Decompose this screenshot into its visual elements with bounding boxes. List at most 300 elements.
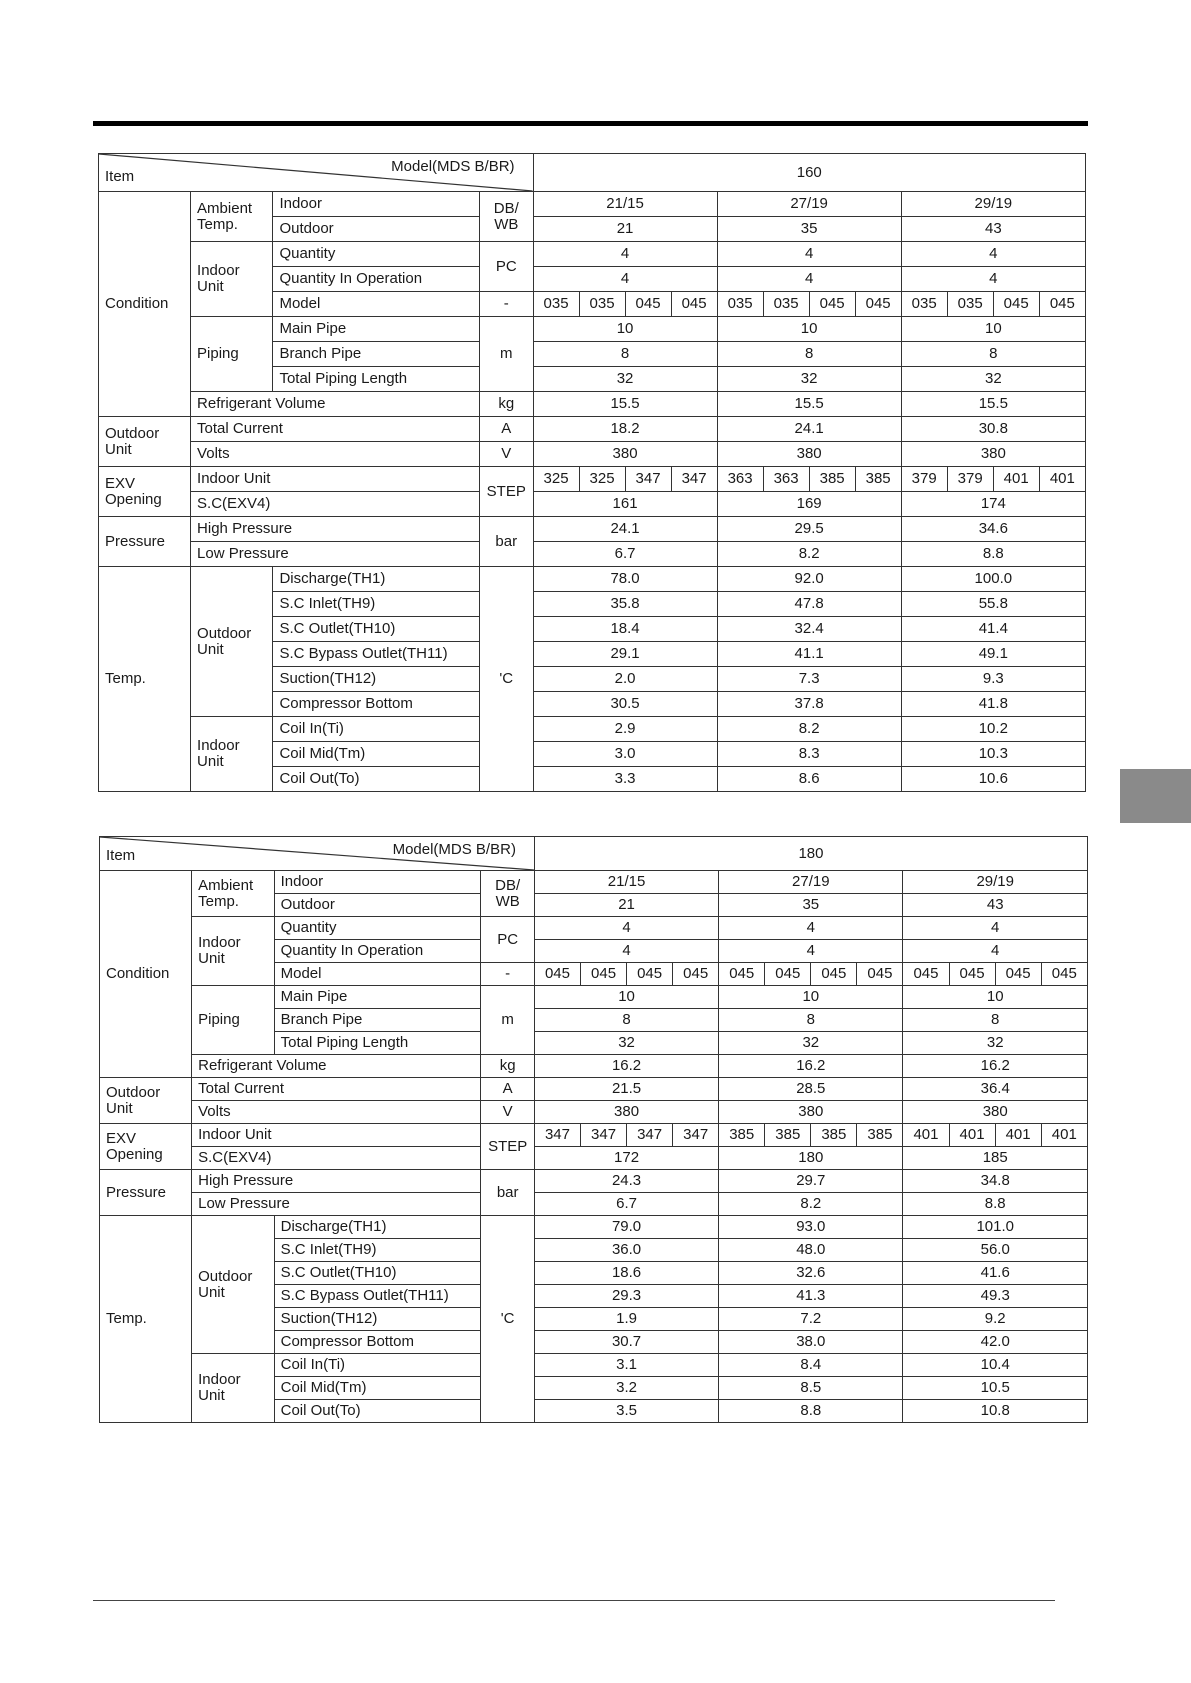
row-label-quantity: Quantity [273, 242, 480, 267]
row-label-sc-inlet-th9: S.C Inlet(TH9) [273, 592, 480, 617]
coil-mid-tm-value: 8.5 [719, 1377, 903, 1400]
row-label-sc-outlet-th10: S.C Outlet(TH10) [274, 1262, 481, 1285]
total-current-value: 21.5 [534, 1078, 718, 1101]
header-diagonal-cell [100, 837, 535, 871]
condition-value: 29/19 [903, 871, 1088, 894]
exv-indoor-value: 401 [993, 467, 1039, 492]
discharge-th1-value: 78.0 [533, 567, 717, 592]
unit-bar: bar [481, 1170, 535, 1216]
exv-indoor-value: 379 [947, 467, 993, 492]
compressor-bottom-value: 42.0 [903, 1331, 1088, 1354]
row-label-exv-indoor-unit: Indoor Unit [192, 1124, 481, 1147]
indoor-model-value: 045 [903, 963, 949, 986]
sc-exv4-value: 161 [533, 492, 717, 517]
branch-pipe-value: 8 [903, 1009, 1088, 1032]
suction-th12-value: 7.3 [717, 667, 901, 692]
row-label-outdoor: Outdoor [273, 217, 480, 242]
group-temp-outdoor-unit [191, 567, 273, 717]
label-line: Ambient [198, 876, 254, 894]
high-pressure-value: 24.3 [534, 1170, 718, 1193]
group-indoor-unit [192, 917, 274, 986]
sc-outlet-th10-value: 18.6 [534, 1262, 718, 1285]
header-model-label: Model(MDS B/BR) [392, 841, 516, 858]
label-line: EXV [106, 1129, 137, 1147]
table-row [99, 417, 1086, 442]
table-row [100, 837, 1088, 871]
volts-value: 380 [533, 442, 717, 467]
sc-exv4-value: 174 [901, 492, 1085, 517]
volts-value: 380 [717, 442, 901, 467]
coil-in-ti-value: 8.2 [717, 717, 901, 742]
quantity-value: 4 [903, 917, 1088, 940]
unit-step: STEP [481, 1124, 535, 1170]
condition-value: 21/15 [533, 192, 717, 217]
total-piping-length-value: 32 [534, 1032, 718, 1055]
low-pressure-value: 8.2 [717, 542, 901, 567]
row-label-quantity-in-operation: Quantity In Operation [273, 267, 480, 292]
indoor-model-value: 035 [763, 292, 809, 317]
suction-th12-value: 2.0 [533, 667, 717, 692]
exv-indoor-value: 347 [581, 1124, 627, 1147]
row-label-refrigerant-volume: Refrigerant Volume [192, 1055, 481, 1078]
total-current-value: 36.4 [903, 1078, 1088, 1101]
quantity-in-operation-value: 4 [534, 940, 718, 963]
indoor-model-value: 045 [809, 292, 855, 317]
exv-indoor-value: 385 [855, 467, 901, 492]
unit-step: STEP [480, 467, 534, 517]
indoor-model-value: 045 [719, 963, 765, 986]
row-label-branch-pipe: Branch Pipe [273, 342, 480, 367]
indoor-model-value: 045 [627, 963, 673, 986]
sc-outlet-th10-value: 41.4 [901, 617, 1085, 642]
label-line: EXV [105, 474, 136, 492]
exv-indoor-value: 347 [671, 467, 717, 492]
outdoor-temp-value: 35 [719, 894, 903, 917]
exv-indoor-value: 325 [533, 467, 579, 492]
condition-value: 29/19 [901, 192, 1085, 217]
unit-v: V [480, 442, 534, 467]
row-label-sc-inlet-th9: S.C Inlet(TH9) [274, 1239, 481, 1262]
quantity-value: 4 [719, 917, 903, 940]
exv-indoor-value: 401 [903, 1124, 949, 1147]
compressor-bottom-value: 38.0 [719, 1331, 903, 1354]
unit-a: A [480, 417, 534, 442]
exv-indoor-value: 363 [717, 467, 763, 492]
discharge-th1-value: 92.0 [717, 567, 901, 592]
quantity-in-operation-value: 4 [903, 940, 1088, 963]
sc-inlet-th9-value: 47.8 [717, 592, 901, 617]
row-label-sc-exv4: S.C(EXV4) [192, 1147, 481, 1170]
sc-bypass-outlet-th11-value: 41.1 [717, 642, 901, 667]
table-row [99, 467, 1086, 492]
unit-celsius: 'C [481, 1216, 535, 1423]
table-row [99, 442, 1086, 467]
row-label-volts: Volts [191, 442, 480, 467]
row-label-model: Model [274, 963, 481, 986]
group-outdoor-unit [99, 417, 191, 467]
outdoor-temp-value: 43 [901, 217, 1085, 242]
coil-out-to-value: 8.6 [717, 767, 901, 792]
row-label-high-pressure: High Pressure [191, 517, 480, 542]
top-rule [93, 121, 1088, 126]
table-row [99, 154, 1086, 192]
group-pressure: Pressure [99, 517, 191, 567]
row-label-compressor-bottom: Compressor Bottom [273, 692, 480, 717]
main-pipe-value: 10 [534, 986, 718, 1009]
unit-db-wb [481, 871, 535, 917]
label-line: Indoor [198, 1371, 241, 1389]
indoor-model-value: 045 [534, 963, 580, 986]
row-label-low-pressure: Low Pressure [191, 542, 480, 567]
coil-mid-tm-value: 3.0 [533, 742, 717, 767]
quantity-in-operation-value: 4 [719, 940, 903, 963]
quantity-in-operation-value: 4 [717, 267, 901, 292]
table-row [99, 567, 1086, 592]
indoor-model-value: 035 [579, 292, 625, 317]
low-pressure-value: 8.8 [901, 542, 1085, 567]
quantity-value: 4 [717, 242, 901, 267]
indoor-model-value: 045 [673, 963, 719, 986]
total-current-value: 28.5 [719, 1078, 903, 1101]
compressor-bottom-value: 30.5 [533, 692, 717, 717]
sc-bypass-outlet-th11-value: 49.3 [903, 1285, 1088, 1308]
table-row [100, 917, 1088, 940]
row-label-quantity: Quantity [274, 917, 481, 940]
indoor-model-value: 045 [1041, 963, 1087, 986]
exv-indoor-value: 385 [765, 1124, 811, 1147]
sc-exv4-value: 172 [534, 1147, 718, 1170]
condition-value: 21/15 [534, 871, 718, 894]
outdoor-temp-value: 43 [903, 894, 1088, 917]
indoor-model-value: 045 [671, 292, 717, 317]
indoor-model-value: 035 [947, 292, 993, 317]
condition-value: 27/19 [717, 192, 901, 217]
unit-celsius: 'C [480, 567, 534, 792]
header-item-label: Item [106, 847, 136, 865]
sc-inlet-th9-value: 36.0 [534, 1239, 718, 1262]
group-indoor-unit [191, 242, 273, 317]
compressor-bottom-value: 30.7 [534, 1331, 718, 1354]
group-pressure: Pressure [100, 1170, 192, 1216]
row-label-coil-mid-tm: Coil Mid(Tm) [273, 742, 480, 767]
group-temp-indoor-unit [192, 1354, 274, 1423]
indoor-model-value: 045 [1039, 292, 1085, 317]
row-label-coil-in-ti: Coil In(Ti) [274, 1354, 481, 1377]
sc-inlet-th9-value: 35.8 [533, 592, 717, 617]
row-label-branch-pipe: Branch Pipe [274, 1009, 481, 1032]
suction-th12-value: 7.2 [719, 1308, 903, 1331]
group-temp: Temp. [100, 1216, 192, 1423]
outdoor-temp-value: 21 [533, 217, 717, 242]
unit-pc: PC [481, 917, 535, 963]
model-value: 160 [533, 154, 1085, 192]
group-exv-opening [99, 467, 191, 517]
table-row [100, 1193, 1088, 1216]
high-pressure-value: 29.7 [719, 1170, 903, 1193]
row-label-total-piping-length: Total Piping Length [273, 367, 480, 392]
label-line: Opening [106, 1145, 163, 1163]
exv-indoor-value: 385 [809, 467, 855, 492]
label-line: Indoor [198, 934, 241, 952]
sc-outlet-th10-value: 32.4 [717, 617, 901, 642]
exv-indoor-value: 401 [1039, 467, 1085, 492]
sc-inlet-th9-value: 48.0 [719, 1239, 903, 1262]
exv-indoor-value: 347 [627, 1124, 673, 1147]
table-row [99, 717, 1086, 742]
label-line: Temp. [198, 892, 239, 910]
group-outdoor-unit [100, 1078, 192, 1124]
indoor-model-value: 045 [581, 963, 627, 986]
label-line: Temp. [197, 215, 238, 233]
label-line: Indoor [197, 262, 240, 280]
exv-indoor-value: 347 [673, 1124, 719, 1147]
header-item-label: Item [105, 168, 135, 186]
row-label-low-pressure: Low Pressure [192, 1193, 481, 1216]
main-pipe-value: 10 [719, 986, 903, 1009]
coil-mid-tm-value: 10.5 [903, 1377, 1088, 1400]
row-label-outdoor: Outdoor [274, 894, 481, 917]
total-current-value: 18.2 [533, 417, 717, 442]
high-pressure-value: 34.6 [901, 517, 1085, 542]
row-label-main-pipe: Main Pipe [273, 317, 480, 342]
row-label-compressor-bottom: Compressor Bottom [274, 1331, 481, 1354]
branch-pipe-value: 8 [534, 1009, 718, 1032]
quantity-value: 4 [901, 242, 1085, 267]
row-label-main-pipe: Main Pipe [274, 986, 481, 1009]
unit-a: A [481, 1078, 535, 1101]
low-pressure-value: 6.7 [534, 1193, 718, 1216]
label-line: Ambient [197, 199, 253, 217]
label-line: WB [494, 215, 519, 233]
indoor-model-value: 045 [995, 963, 1041, 986]
refrigerant-volume-value: 16.2 [534, 1055, 718, 1078]
high-pressure-value: 34.8 [903, 1170, 1088, 1193]
coil-mid-tm-value: 3.2 [534, 1377, 718, 1400]
indoor-model-value: 045 [811, 963, 857, 986]
table-row [99, 542, 1086, 567]
exv-indoor-value: 347 [625, 467, 671, 492]
discharge-th1-value: 101.0 [903, 1216, 1088, 1239]
branch-pipe-value: 8 [719, 1009, 903, 1032]
group-condition: Condition [99, 192, 191, 417]
coil-out-to-value: 3.5 [534, 1400, 718, 1423]
table-row [100, 1124, 1088, 1147]
row-label-sc-outlet-th10: S.C Outlet(TH10) [273, 617, 480, 642]
table-row [100, 1078, 1088, 1101]
sc-bypass-outlet-th11-value: 29.3 [534, 1285, 718, 1308]
row-label-coil-out-to: Coil Out(To) [273, 767, 480, 792]
low-pressure-value: 8.2 [719, 1193, 903, 1216]
row-label-sc-exv4: S.C(EXV4) [191, 492, 480, 517]
unit-dash: - [481, 963, 535, 986]
coil-out-to-value: 10.8 [903, 1400, 1088, 1423]
row-label-total-piping-length: Total Piping Length [274, 1032, 481, 1055]
sc-inlet-th9-value: 56.0 [903, 1239, 1088, 1262]
table-row [100, 986, 1088, 1009]
indoor-model-value: 045 [857, 963, 903, 986]
header-diagonal-cell [99, 154, 534, 192]
row-label-sc-bypass-outlet-th11: S.C Bypass Outlet(TH11) [274, 1285, 481, 1308]
total-piping-length-value: 32 [717, 367, 901, 392]
table-row [99, 517, 1086, 542]
exv-indoor-value: 363 [763, 467, 809, 492]
label-line: Outdoor [106, 1083, 161, 1101]
total-piping-length-value: 32 [719, 1032, 903, 1055]
group-temp-indoor-unit [191, 717, 273, 792]
row-label-discharge-th1: Discharge(TH1) [274, 1216, 481, 1239]
exv-indoor-value: 385 [811, 1124, 857, 1147]
unit-pc: PC [480, 242, 534, 292]
row-label-volts: Volts [192, 1101, 481, 1124]
label-line: Unit [197, 753, 224, 770]
exv-indoor-value: 385 [857, 1124, 903, 1147]
row-label-high-pressure: High Pressure [192, 1170, 481, 1193]
sc-inlet-th9-value: 55.8 [901, 592, 1085, 617]
discharge-th1-value: 79.0 [534, 1216, 718, 1239]
main-pipe-value: 10 [533, 317, 717, 342]
row-label-coil-in-ti: Coil In(Ti) [273, 717, 480, 742]
table-row [100, 1354, 1088, 1377]
row-label-coil-mid-tm: Coil Mid(Tm) [274, 1377, 481, 1400]
coil-mid-tm-value: 10.3 [901, 742, 1085, 767]
label-line: Outdoor [198, 1267, 253, 1285]
sc-bypass-outlet-th11-value: 41.3 [719, 1285, 903, 1308]
table-row [99, 392, 1086, 417]
table-row [100, 871, 1088, 894]
sc-exv4-value: 180 [719, 1147, 903, 1170]
row-label-total-current: Total Current [191, 417, 480, 442]
row-label-indoor: Indoor [274, 871, 481, 894]
coil-out-to-value: 10.6 [901, 767, 1085, 792]
discharge-th1-value: 100.0 [901, 567, 1085, 592]
coil-in-ti-value: 10.4 [903, 1354, 1088, 1377]
indoor-model-value: 035 [533, 292, 579, 317]
label-line: Outdoor [105, 424, 160, 442]
label-line: Unit [198, 1283, 225, 1301]
total-current-value: 24.1 [717, 417, 901, 442]
table-row [99, 192, 1086, 217]
refrigerant-volume-value: 15.5 [717, 392, 901, 417]
label-line: DB/ [493, 199, 519, 217]
unit-v: V [481, 1101, 535, 1124]
table-row [99, 492, 1086, 517]
unit-bar: bar [480, 517, 534, 567]
indoor-model-value: 035 [901, 292, 947, 317]
group-exv-opening [100, 1124, 192, 1170]
row-label-coil-out-to: Coil Out(To) [274, 1400, 481, 1423]
label-line: Unit [197, 278, 224, 295]
label-line: Unit [198, 1387, 225, 1404]
label-line: Opening [105, 490, 162, 508]
indoor-model-value: 045 [949, 963, 995, 986]
unit-m: m [480, 317, 534, 392]
group-ambient-temp [192, 871, 274, 917]
label-line: Unit [106, 1099, 133, 1117]
branch-pipe-value: 8 [533, 342, 717, 367]
unit-kg: kg [481, 1055, 535, 1078]
label-line: Unit [105, 440, 132, 458]
indoor-model-value: 045 [765, 963, 811, 986]
total-piping-length-value: 32 [901, 367, 1085, 392]
exv-indoor-value: 325 [579, 467, 625, 492]
row-label-suction-th12: Suction(TH12) [273, 667, 480, 692]
exv-indoor-value: 401 [1041, 1124, 1087, 1147]
branch-pipe-value: 8 [717, 342, 901, 367]
sc-bypass-outlet-th11-value: 49.1 [901, 642, 1085, 667]
exv-indoor-value: 401 [949, 1124, 995, 1147]
label-line: Unit [197, 640, 224, 658]
group-ambient-temp [191, 192, 273, 242]
volts-value: 380 [719, 1101, 903, 1124]
table-row [100, 1170, 1088, 1193]
compressor-bottom-value: 37.8 [717, 692, 901, 717]
sc-outlet-th10-value: 18.4 [533, 617, 717, 642]
volts-value: 380 [534, 1101, 718, 1124]
coil-out-to-value: 3.3 [533, 767, 717, 792]
performance-table-180 [99, 836, 1088, 1423]
row-label-refrigerant-volume: Refrigerant Volume [191, 392, 480, 417]
row-label-quantity-in-operation: Quantity In Operation [274, 940, 481, 963]
coil-out-to-value: 8.8 [719, 1400, 903, 1423]
quantity-in-operation-value: 4 [901, 267, 1085, 292]
row-label-total-current: Total Current [192, 1078, 481, 1101]
exv-indoor-value: 379 [901, 467, 947, 492]
table-row [99, 317, 1086, 342]
label-line: DB/ [495, 876, 521, 894]
total-piping-length-value: 32 [903, 1032, 1088, 1055]
table-row [100, 1216, 1088, 1239]
condition-value: 27/19 [719, 871, 903, 894]
label-line: Unit [198, 950, 225, 967]
table-row [100, 1101, 1088, 1124]
row-label-discharge-th1: Discharge(TH1) [273, 567, 480, 592]
volts-value: 380 [903, 1101, 1088, 1124]
group-condition: Condition [100, 871, 192, 1078]
coil-in-ti-value: 3.1 [534, 1354, 718, 1377]
refrigerant-volume-value: 15.5 [533, 392, 717, 417]
label-line: Outdoor [197, 624, 252, 642]
suction-th12-value: 9.2 [903, 1308, 1088, 1331]
quantity-value: 4 [534, 917, 718, 940]
branch-pipe-value: 8 [901, 342, 1085, 367]
outdoor-temp-value: 35 [717, 217, 901, 242]
outdoor-temp-value: 21 [534, 894, 718, 917]
discharge-th1-value: 93.0 [719, 1216, 903, 1239]
row-label-model: Model [273, 292, 480, 317]
low-pressure-value: 8.8 [903, 1193, 1088, 1216]
exv-indoor-value: 385 [719, 1124, 765, 1147]
group-temp-outdoor-unit [192, 1216, 274, 1354]
refrigerant-volume-value: 16.2 [719, 1055, 903, 1078]
coil-in-ti-value: 2.9 [533, 717, 717, 742]
sc-outlet-th10-value: 32.6 [719, 1262, 903, 1285]
group-piping: Piping [192, 986, 274, 1055]
model-value: 180 [534, 837, 1087, 871]
coil-in-ti-value: 8.4 [719, 1354, 903, 1377]
total-piping-length-value: 32 [533, 367, 717, 392]
group-temp: Temp. [99, 567, 191, 792]
compressor-bottom-value: 41.8 [901, 692, 1085, 717]
indoor-model-value: 045 [993, 292, 1039, 317]
unit-kg: kg [480, 392, 534, 417]
row-label-sc-bypass-outlet-th11: S.C Bypass Outlet(TH11) [273, 642, 480, 667]
refrigerant-volume-value: 16.2 [903, 1055, 1088, 1078]
unit-dash: - [480, 292, 534, 317]
label-line: WB [495, 892, 520, 910]
unit-m: m [481, 986, 535, 1055]
coil-mid-tm-value: 8.3 [717, 742, 901, 767]
unit-db-wb [480, 192, 534, 242]
